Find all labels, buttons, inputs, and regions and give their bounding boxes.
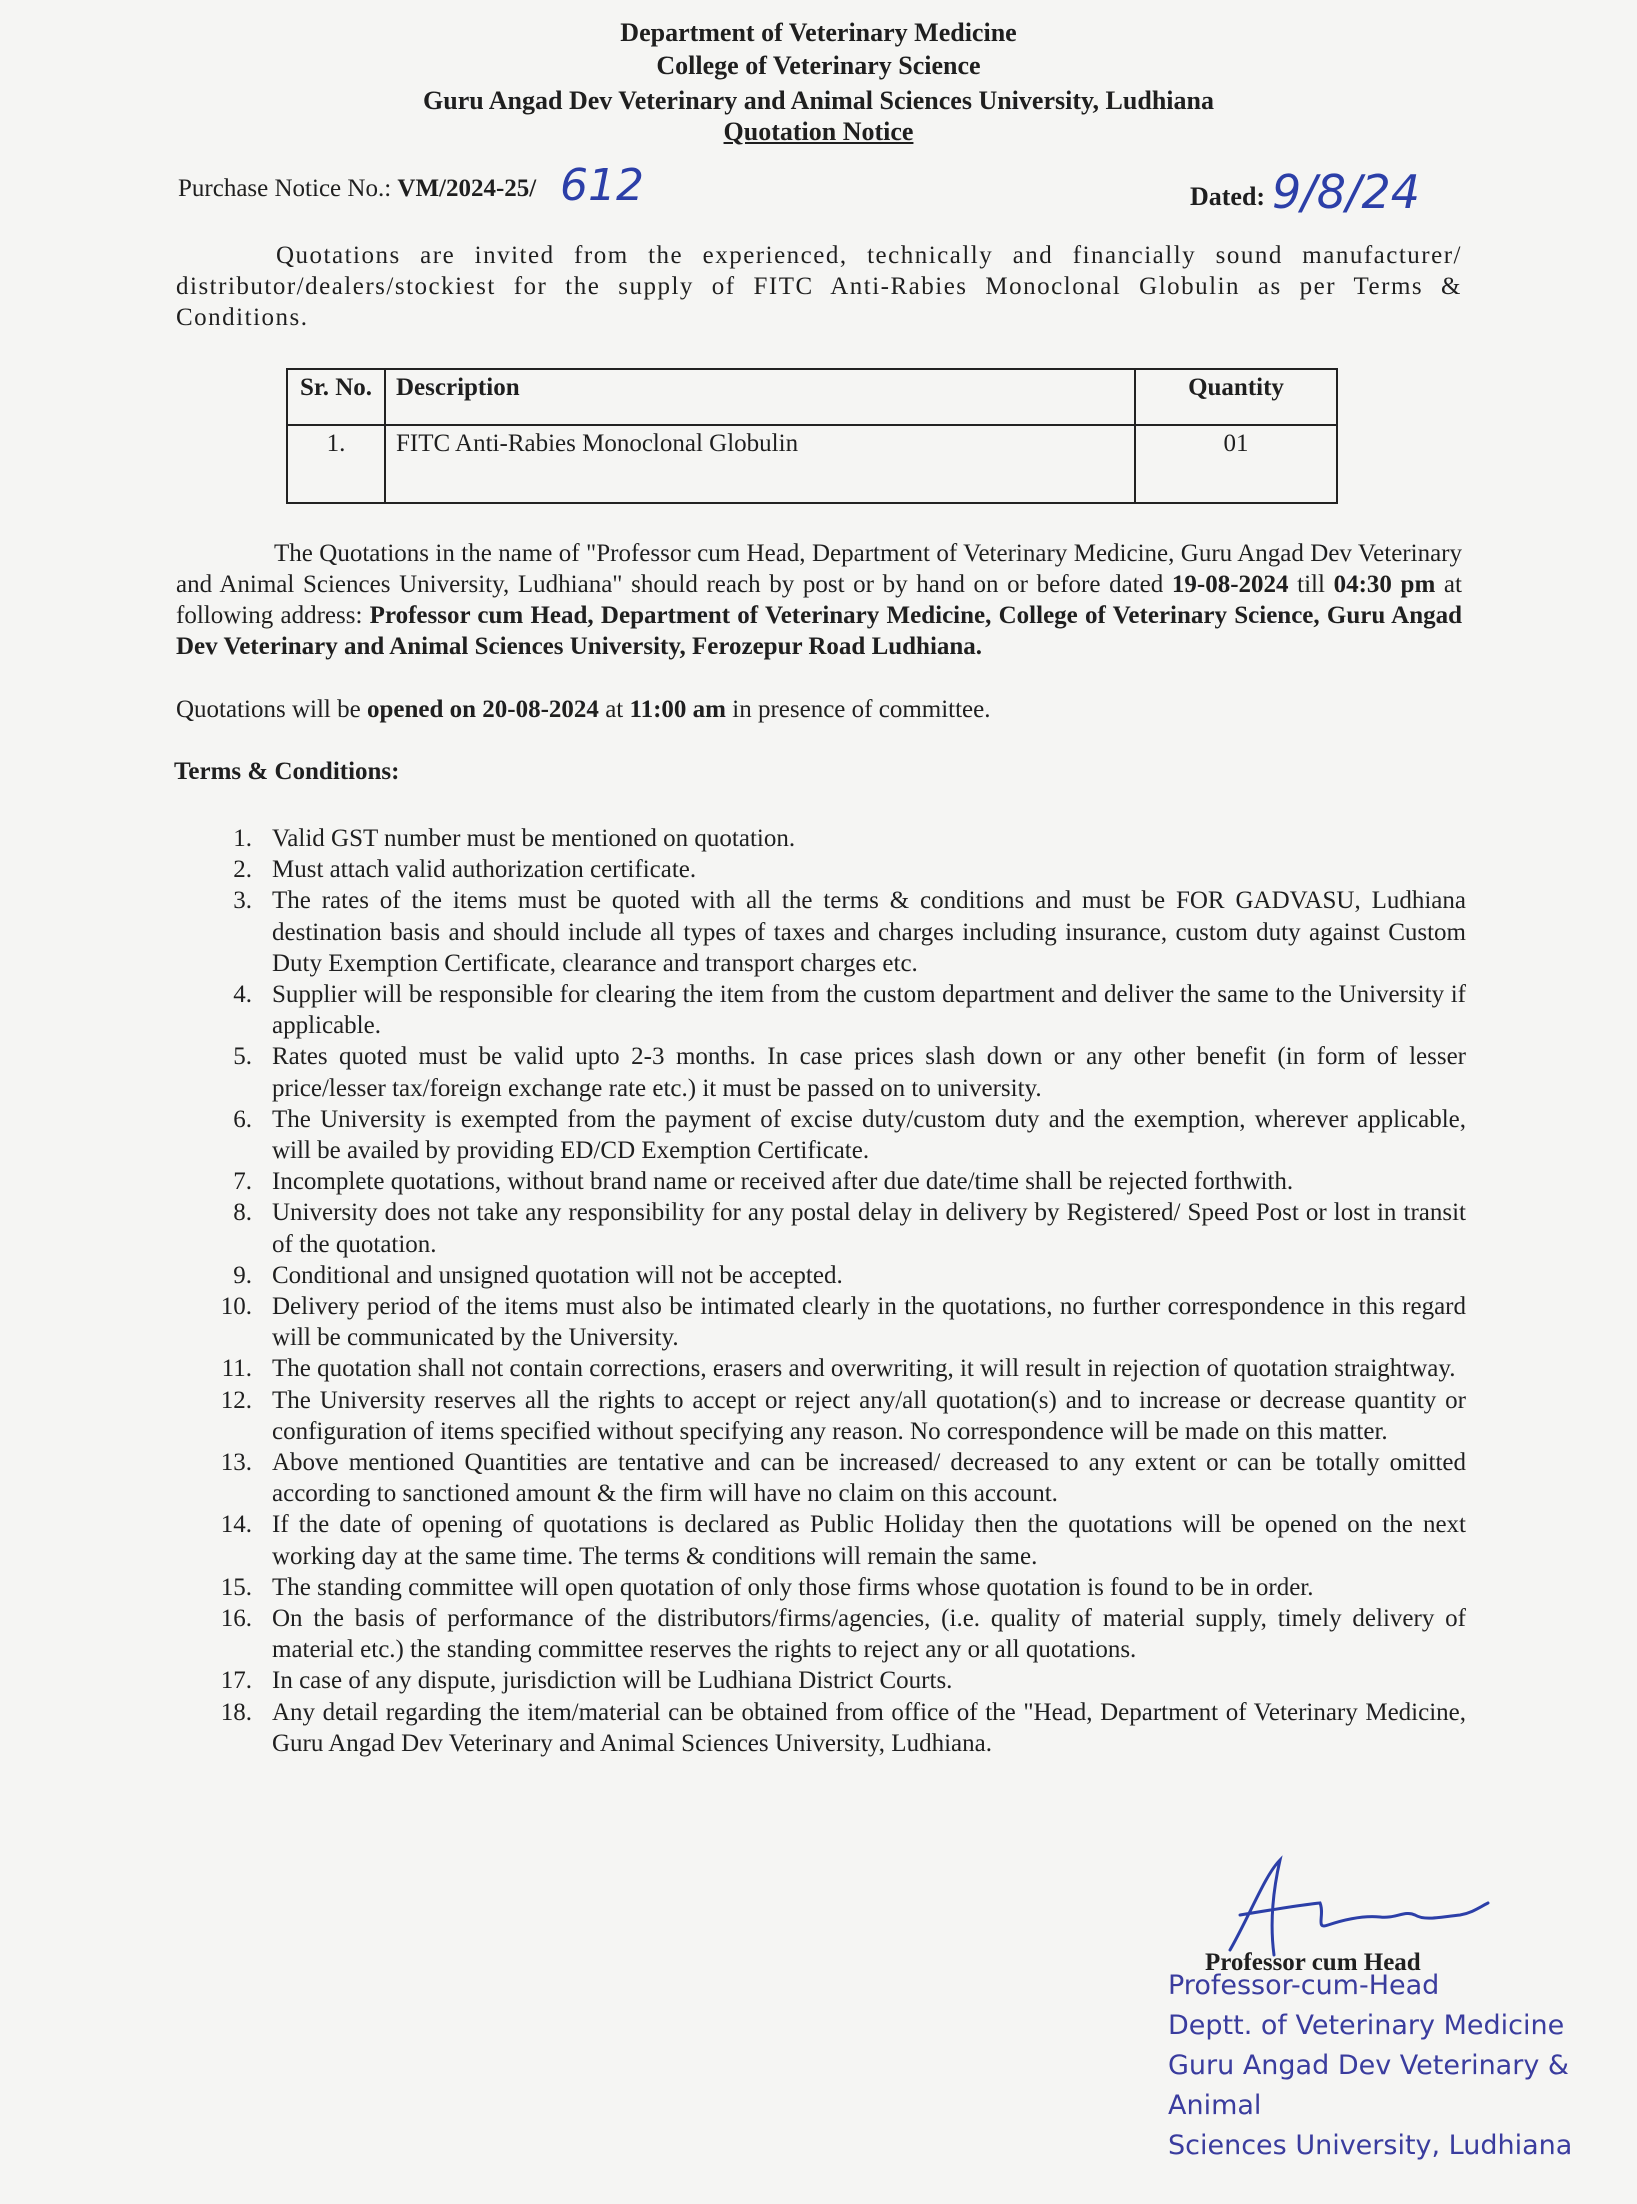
list-item: 18. Any detail regarding the item/material can be obtained from office of the "Head, Department of Veterinary Medicine, Guru Angad Dev Veterinary and Animal Sciences University, Ludhiana. [220, 1698, 1466, 1757]
intro-paragraph [176, 240, 1462, 333]
department-heading: Department of Veterinary Medicine [620, 18, 1017, 47]
handwritten-date: 9/8/24 [1272, 165, 1421, 219]
cell-description: FITC Anti-Rabies Monoclonal Globulin [385, 425, 1135, 503]
list-item: 6. The University is exempted from the payment of excise duty/custom duty and the exemption, wherever applicable, will be availed by providing ED/CD Exemption Certificate. [233, 1105, 1466, 1165]
col-quantity: Quantity [1135, 369, 1337, 425]
submission-time: 04:30 pm [1333, 571, 1436, 598]
stamp-line: Sciences University, Ludhiana [1168, 2130, 1573, 2161]
list-item: 9. Conditional and unsigned quotation will not be accepted. [233, 1261, 843, 1289]
official-stamp [1168, 1966, 1637, 2166]
list-item: 10. Delivery period of the items must also be intimated clearly in the quotations, no further correspondence in this regard will be communicated by the University. [220, 1293, 1466, 1352]
submission-paragraph [176, 538, 1462, 662]
submission-text-1: The Quotations in the name of "Professor cum Head, Department of Veterinary Medicine, Guru Angad Dev Veterinary and Animal Sciences University, Ludhiana" should reach by post or by hand on or before dated [176, 540, 1462, 598]
submission-date: 19-08-2024 [1171, 571, 1289, 598]
intro-text: Quotations are invited from the experienced, technically and financially sound manufacturer/ distributor/dealers/stockiest for the supply of FITC Anti-Rabies Monoclonal Globulin as per Terms & Conditions. [176, 242, 1462, 331]
purchase-notice-number: VM/2024-25/ [397, 175, 537, 202]
list-item: 2. Must attach valid authorization certificate. [233, 856, 697, 884]
submission-address: Professor cum Head, Department of Veterinary Medicine, College of Veterinary Science, Guru Angad Dev Veterinary and Animal Sciences University, Ferozepur Road Ludhiana. [176, 602, 1462, 660]
opening-date: opened on 20-08-2024 [366, 696, 599, 723]
list-item: 17. In case of any dispute, jurisdiction will be Ludhiana District Courts. [220, 1667, 953, 1695]
stamp-line: Professor-cum-Head [1168, 1970, 1440, 2001]
list-item: 7. Incomplete quotations, without brand name or received after due date/time shall be rejected forthwith. [233, 1168, 1294, 1196]
list-item: 12. The University reserves all the rights to accept or reject any/all quotation(s) and to increase or decrease quantity or configuration of items specified without specifying any reason. No correspondence will be made on this matter. [220, 1386, 1466, 1445]
handwritten-notice-number: 612 [560, 160, 644, 211]
list-item: 3. The rates of the items must be quoted with all the terms & conditions and must be FOR GADVASU, Ludhiana destination basis and should include all types of taxes and charges including insurance, custom duty against Custom Duty Exemption Certificate, clearance and transport charges etc. [233, 887, 1466, 977]
list-item: 14. If the date of opening of quotations is declared as Public Holiday then the quotations will be opened on the next working day at the same time. The terms & conditions will remain the same. [220, 1511, 1466, 1570]
cell-sr-no: 1. [287, 425, 385, 503]
purchase-notice-line [178, 175, 536, 203]
university-heading: Guru Angad Dev Veterinary and Animal Sciences University, Ludhiana [423, 86, 1214, 115]
col-description: Description [385, 369, 1135, 425]
items-table [286, 368, 1338, 504]
terms-heading: Terms & Conditions: [174, 758, 400, 785]
list-item: 1. Valid GST number must be mentioned on quotation. [233, 825, 796, 852]
college-heading: College of Veterinary Science [656, 51, 981, 80]
opening-text-3: in presence of committee. [726, 696, 991, 723]
opening-text-1: Quotations will be [176, 696, 367, 723]
submission-text-3: at following address: [176, 571, 1462, 629]
stamp-line: Guru Angad Dev Veterinary & Animal [1168, 2050, 1569, 2121]
cell-quantity: 01 [1135, 425, 1337, 503]
list-item: 15. The standing committee will open quotation of only those firms whose quotation is found to be in order. [220, 1573, 1314, 1601]
table-row [287, 425, 1337, 503]
table-header-row [287, 369, 1337, 425]
list-item: 5. Rates quoted must be valid upto 2-3 months. In case prices slash down or any other benefit (in form of lesser price/lesser tax/foreign exchange rate etc.) it must be passed on to university. [233, 1043, 1466, 1102]
stamp-line: Deptt. of Veterinary Medicine [1168, 2010, 1565, 2041]
signatory-title: Professor cum Head [1205, 1949, 1421, 1976]
list-item: 4. Supplier will be responsible for clearing the item from the custom department and deliver the same to the University if applicable. [233, 981, 1466, 1040]
purchase-notice-label: Purchase Notice No.: [178, 175, 392, 202]
opening-paragraph [176, 694, 1462, 725]
list-item: 13. Above mentioned Quantities are tentative and can be increased/ decreased to any extent or can be totally omitted according to sanctioned amount & the firm will have no claim on this account. [220, 1449, 1466, 1508]
col-sr-no: Sr. No. [287, 369, 385, 425]
list-item: 11. The quotation shall not contain corrections, erasers and overwriting, it will result in rejection of quotation straightway. [221, 1355, 1456, 1383]
opening-text-2: at [598, 696, 630, 723]
list-item: 16. On the basis of performance of the distributors/firms/agencies, (i.e. quality of material supply, timely delivery of material etc.) the standing committee reserves the rights to reject any or all quotations. [220, 1605, 1466, 1664]
opening-time: 11:00 am [629, 696, 727, 723]
submission-text-2: till [1288, 571, 1334, 598]
document-title: Quotation Notice [723, 117, 914, 146]
dated-label: Dated: [1190, 182, 1266, 211]
terms-list [176, 823, 1466, 1759]
list-item: 8. University does not take any responsibility for any postal delay in delivery by Registered/ Speed Post or lost in transit of the quotation. [233, 1199, 1466, 1258]
